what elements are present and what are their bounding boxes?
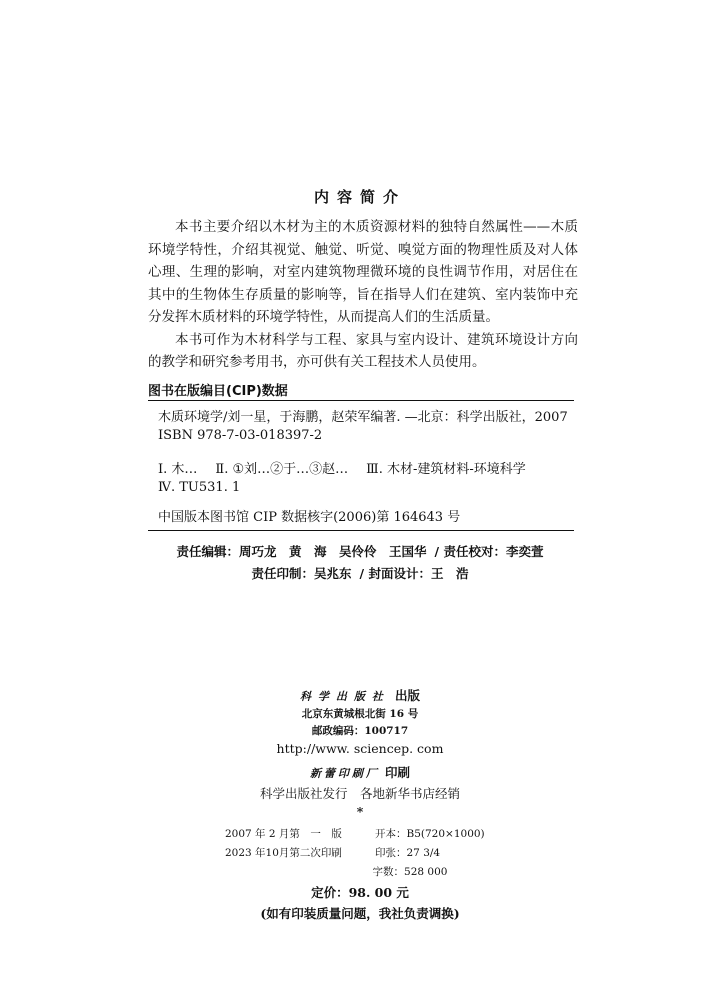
- edition-date: 2007 年 2 月第 一 版: [225, 828, 342, 840]
- printer-name: 新蕾印刷厂: [309, 767, 380, 780]
- credit-proofreader: / 责任校对：李奕萱: [434, 544, 544, 559]
- publisher-url: http://www. sciencep. com: [276, 741, 444, 756]
- publisher-postcode: 邮政编码：100717: [311, 725, 409, 737]
- credit-editors: 责任编辑：周巧龙 黄 海 吴伶伶 王国华: [176, 544, 427, 559]
- cip-class-1: Ⅰ. 木…: [158, 462, 198, 477]
- credits-line-2: [0, 564, 720, 582]
- edition-line: [0, 826, 720, 841]
- intro-title: 内容简介: [313, 188, 406, 206]
- cip-bottom-rule: [148, 530, 574, 531]
- cip-catalog-line: 木质环境学/刘一星，于海鹏，赵荣军编著. —北京：科学出版社，2007: [158, 410, 568, 425]
- separator-star: *: [356, 804, 364, 819]
- printer-suffix: 印刷: [385, 765, 411, 780]
- cip-record-number: 中国版本图书馆 CIP 数据核字(2006)第 164643 号: [158, 510, 461, 525]
- intro-paragraph-2: 本书可作为木材科学与工程、家具与室内设计、建筑环境设计方向的教学和研究参考用书，亦可供有关工程技术人员使用。: [148, 331, 578, 370]
- word-count: 字数：528 000: [372, 866, 448, 878]
- distribution-line: 科学出版社发行 各地新华书店经销: [259, 786, 460, 801]
- intro-paragraph-1: 本书主要介绍以木材为主的木质资源材料的独特自然属性——木质环境学特性，介绍其视觉、触觉、听觉、嗅觉方面的物理性质及对人体心理、生理的影响，对室内建筑物理微环境的良性调节作用，对居住在其中的生物体生存质量的影响等，旨在指导人们在建筑、室内装饰中充分发挥木质材料的环境学特性，从而提高人们的生活质量。: [148, 219, 578, 325]
- publisher-name: 科学出版社: [299, 690, 390, 703]
- price: 定价：98. 00 元: [311, 885, 409, 900]
- publisher-suffix: 出版: [395, 688, 421, 703]
- cip-heading: 图书在版编目(CIP)数据: [148, 384, 288, 399]
- quality-notice: (如有印装质量问题，我社负责调换): [260, 906, 460, 921]
- printing-date: 2023 年10月第二次印刷: [225, 847, 342, 859]
- intro-section: [148, 216, 578, 374]
- publisher-line: [0, 685, 720, 704]
- credit-print-supervisor: 责任印制：吴兆东: [251, 566, 352, 581]
- cip-classification-line: [158, 458, 526, 477]
- credits-line-1: [0, 542, 720, 560]
- printer-line: [0, 762, 720, 781]
- cip-class-3: Ⅲ. 木材-建筑材料-环境科学: [366, 462, 526, 477]
- cip-class-4: Ⅳ. TU531. 1: [158, 480, 241, 495]
- publisher-address: 北京东黄城根北街 16 号: [301, 708, 419, 720]
- credit-cover-design: / 封面设计：王 浩: [359, 566, 469, 581]
- cip-isbn: ISBN 978-7-03-018397-2: [158, 428, 323, 443]
- cip-class-2: Ⅱ. ①刘…②于…③赵…: [215, 462, 349, 477]
- cip-top-rule: [148, 400, 574, 401]
- page-format: 开本：B5(720×1000): [375, 828, 485, 840]
- printing-line: [0, 845, 720, 860]
- print-sheets: 印张：27 3/4: [375, 847, 441, 859]
